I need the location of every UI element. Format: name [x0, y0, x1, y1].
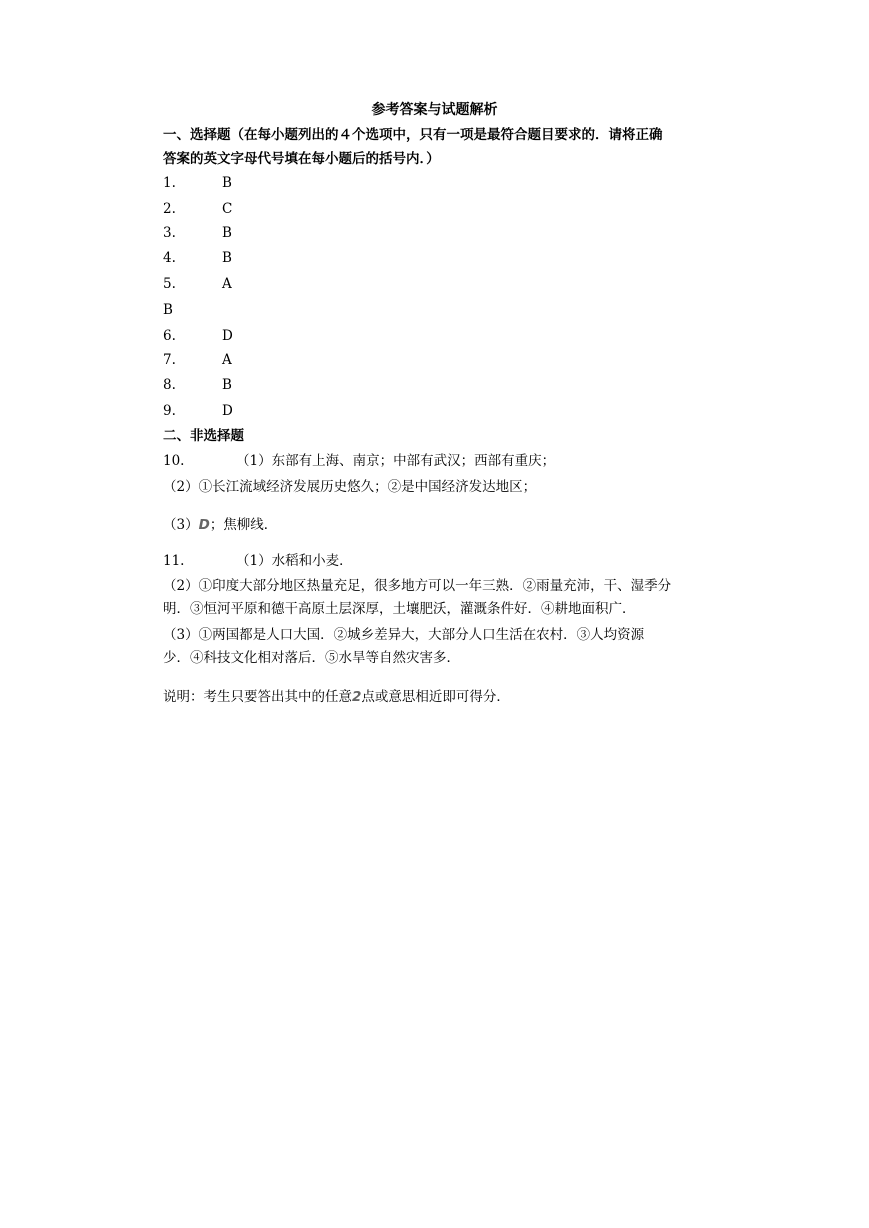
q10-part1: （1）东部有上海、南京；中部有武汉；西部有重庆； [236, 453, 556, 469]
answer-number: 9. [163, 403, 176, 419]
answer-number: 8. [163, 377, 176, 393]
answer-letter: B [222, 225, 232, 241]
answer-letter: B [222, 377, 232, 393]
answer-number: 2. [163, 201, 176, 217]
q10-part3 [163, 516, 277, 534]
q10-part3-prefix: （3） [163, 517, 199, 533]
q11-part1: （1）水稻和小麦． [236, 553, 353, 569]
answer-letter: D [222, 403, 233, 419]
q11-part3-line2: 少．④科技文化相对落后．⑤水旱等自然灾害多． [163, 650, 460, 666]
section1-heading-line2: 答案的英文字母代号填在每小题后的括号内．） [163, 151, 440, 167]
page-title: 参考答案与试题解析 [371, 102, 498, 118]
answer-letter: D [222, 328, 233, 344]
q11-number: 11. [163, 553, 185, 569]
extra-answer-line: B [163, 302, 173, 318]
scoring-note [163, 688, 510, 706]
q10-part2: （2）①长江流域经济发展历史悠久；②是中国经济发达地区； [163, 479, 537, 495]
scoring-note-prefix: 说明：考生只要答出其中的任意 [163, 689, 352, 705]
answer-number: 7. [163, 352, 176, 368]
scoring-note-number: 2 [352, 689, 362, 705]
section1-heading-line1: 一、选择题（在每小题列出的４个选项中，只有一项是最符合题目要求的．请将正确 [163, 127, 663, 143]
answer-number: 3. [163, 225, 176, 241]
q11-part2-line1: （2）①印度大部分地区热量充足，很多地方可以一年三熟．②雨量充沛，干、湿季分 [163, 578, 672, 594]
answer-letter: A [222, 276, 232, 292]
answer-number: 4. [163, 250, 176, 266]
q10-part3-suffix: ；焦柳线． [209, 517, 278, 533]
answer-letter: B [222, 250, 232, 266]
answer-number: 6. [163, 328, 176, 344]
q10-part3-letter: D [198, 517, 210, 533]
q10-number: 10. [163, 453, 185, 469]
answer-letter: C [222, 201, 233, 217]
answer-letter: A [222, 352, 232, 368]
q11-part3-line1: （3）①两国都是人口大国．②城乡差异大，大部分人口生活在农村．③人均资源 [163, 627, 645, 643]
answer-letter: B [222, 175, 232, 191]
answer-number: 5. [163, 276, 176, 292]
q11-part2-line2: 明．③恒河平原和德干高原土层深厚，土壤肥沃，灌溉条件好．④耕地面积广． [163, 601, 636, 617]
section2-heading: 二、非选择题 [163, 428, 244, 444]
scoring-note-suffix: 点或意思相近即可得分． [361, 689, 510, 705]
answer-number: 1. [163, 175, 176, 191]
